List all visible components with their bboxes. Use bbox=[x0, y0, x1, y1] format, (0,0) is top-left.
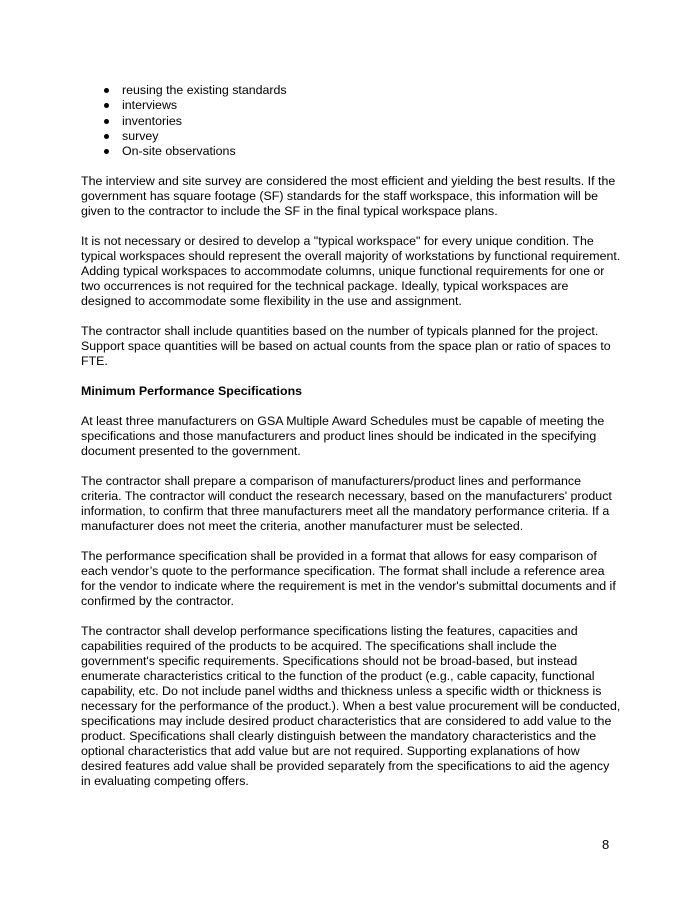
paragraph-format: The performance specification shall be provided in a format that allows for easy comparison of each vendor’s quote to the performance specification. The format shall include a reference area for the vendor to indicate where the requirement is met in the vendor's submittal documents and if confirmed by the contractor. bbox=[81, 549, 616, 609]
list-item bbox=[101, 98, 621, 113]
paragraph-quantities: The contractor shall include quantities based on the number of typicals planned for the project. Support space quantities will be based on actual counts from the space plan or ratio of spaces to FTE. bbox=[81, 324, 611, 369]
bullet-list bbox=[81, 83, 621, 159]
paragraph-interview-survey: The interview and site survey are considered the most efficient and yielding the best results. If the government has square footage (SF) standards for the staff workspace, this information will be given to the contractor to include the SF in the final typical workspace plans. bbox=[81, 174, 616, 219]
paragraph-typical-workspace: It is not necessary or desired to develop a "typical workspace" for every unique condition. The typical workspaces should represent the overall majority of workstations by functional requirement. Adding typical workspaces to accommodate columns, unique functional requirements for one or two occurrences is not required for the technical package. Ideally, typical workspaces are designed to accommodate some flexibility in the use and assignment. bbox=[81, 234, 621, 309]
bullet-text: inventories bbox=[122, 113, 182, 128]
paragraph-comparison: The contractor shall prepare a comparison of manufacturers/product lines and performance criteria. The contractor will conduct the research necessary, based on the manufacturers' product information, to confirm that three manufacturers meet all the mandatory performance criteria. If a manufacturer does not meet the criteria, another manufacturer must be selected. bbox=[81, 474, 612, 534]
bullet-icon bbox=[104, 134, 109, 139]
bullet-text: reusing the existing standards bbox=[122, 83, 287, 97]
page-content bbox=[81, 83, 621, 789]
paragraph-manufacturers: At least three manufacturers on GSA Multiple Award Schedules must be capable of meeting the specifications and those manufacturers and product lines should be indicated in the specifying document presented to the government. bbox=[81, 414, 605, 459]
bullet-text: On-site observations bbox=[122, 144, 236, 159]
section-heading: Minimum Performance Specifications bbox=[81, 384, 303, 399]
list-item bbox=[101, 129, 621, 144]
bullet-text: survey bbox=[122, 128, 159, 143]
bullet-text: interviews bbox=[122, 98, 178, 113]
bullet-icon bbox=[104, 88, 109, 93]
list-item bbox=[101, 114, 621, 129]
bullet-icon bbox=[104, 149, 109, 154]
list-item bbox=[101, 144, 621, 159]
bullet-icon bbox=[104, 103, 109, 108]
bullet-icon bbox=[104, 119, 109, 124]
list-item bbox=[101, 83, 621, 98]
paragraph-performance-specs: The contractor shall develop performance specifications listing the features, capacities and capabilities required of the products to be acquired. The specifications shall include the government's specific requirements. Specifications should not be broad-based, but instead enumerate characteristics critical to the function of the product (e.g., cable capacity, functional capability, etc. Do not include panel widths and thickness unless a specific width or thickness is necessary for the performance of the product.). When a best value procurement will be conducted, specifications may include desired product characteristics that are considered to add value to the product. Specifications shall clearly distinguish between the mandatory characteristics and the optional characteristics that add value but are not required. Supporting explanations of how desired features add value shall be provided separately from the specifications to aid the agency in evaluating competing offers. bbox=[81, 624, 621, 789]
page-number: 8 bbox=[602, 837, 610, 852]
